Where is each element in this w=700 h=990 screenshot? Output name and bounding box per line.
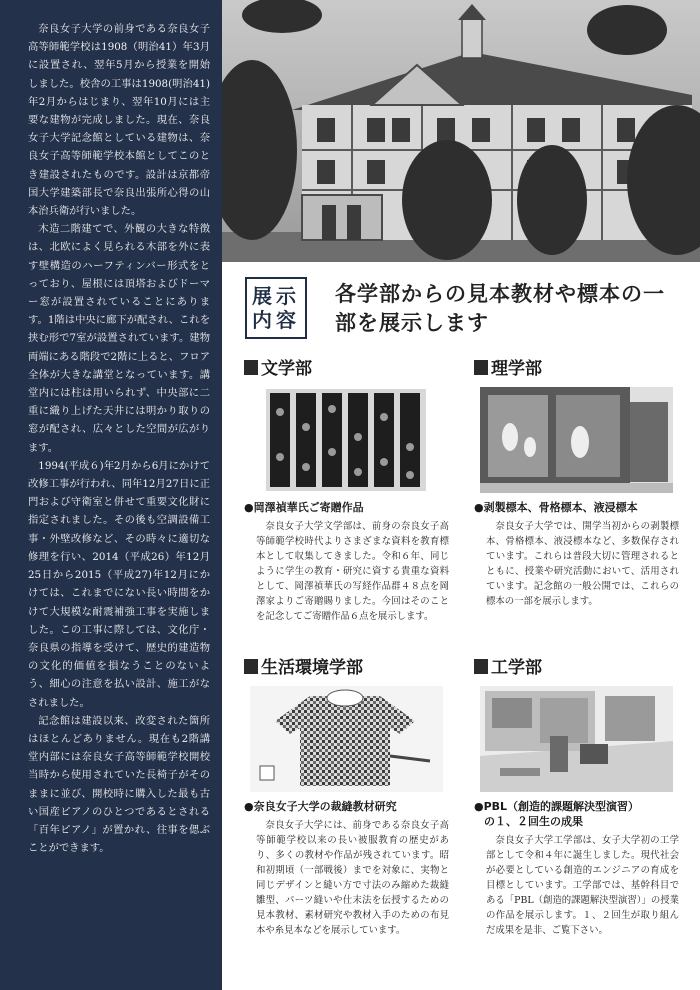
square-bullet-icon [244, 360, 258, 375]
history-paragraph-1: 奈良女子大学の前身である奈良女子高等師範学校は1908（明治41）年3月に設置され、翌年5月から授業を開始しました。校舎の工事は1908(明治41)年2月からはじまり、翌年10月には主要な建物が完成しました。現在、奈良女子大学記念館としている建物は、奈良女子高等師範学校本館としてこのとき建設されたものです。設計は京都帝国大学建築部長で奈良出張所心得の山本治兵衛が行いました。 [28, 23, 210, 218]
section-engineering-title: 工学部 [474, 656, 679, 680]
history-text [28, 20, 210, 857]
section-human-life-caption: ●奈良女子大学の裁縫教材研究 [244, 800, 397, 813]
section-letters-caption: ●岡澤禎華氏ご寄贈作品 [244, 501, 364, 514]
section-science-caption: ●剥製標本、骨格標本、液浸標本 [474, 501, 638, 514]
section-engineering-caption-line2: の１、２回生の成果 [484, 815, 583, 828]
section-human-life-title: 生活環境学部 [244, 656, 449, 680]
exhibit-header [245, 277, 685, 341]
section-letters-title: 文学部 [244, 357, 449, 381]
section-engineering-caption-line1: ●PBL（創造的課題解決型演習） [474, 800, 640, 813]
letters-artwork-photo [250, 387, 443, 493]
section-letters-body: 奈良女子大学文学部は、前身の奈良女子高等師範学校時代よりさまざまな資料を教育標本として収集してきました。令和６年、同じように学生の教育・研究に資する貴重な資料として、岡澤禎華氏の写経作品群４８点を岡澤家よりご寄贈賜りました。今回はそのことを記念してご寄贈作品６点を展示します。 [256, 521, 449, 622]
memorial-hall-photo [222, 0, 700, 262]
section-letters [244, 357, 449, 624]
history-paragraph-4: 記念館は建設以来、改変された箇所はほとんどありません。現在も2階講堂内部には奈良女子高等師範学校開校当時から使用されていた長椅子がそのままに並び、開校時に購入した最も古い国産ピアノのひとつであるとされる「百年ピアノ」が置かれ、往事を偲ぶことができます。 [28, 714, 210, 855]
section-engineering [474, 656, 679, 938]
exhibit-title: 各学部からの見本教材や標本の一部を展示します [335, 281, 665, 335]
section-science [474, 357, 679, 609]
exhibit-badge-line1: 展示 [252, 284, 300, 308]
history-paragraph-2: 木造二階建てで、外観の大きな特徴は、北欧によく見られる木部を外に表す壁構造のハーフティンバー形式をとっており、屋根には頂塔およびドーマー窓が設置されていることにあります。1階は中央に廊下が配され、これを挟む形で7室が設置されています。建物両端にある階段で2階に上ると、フロア全体が大きな講堂となっています。講堂内には柱は用いられず、中央部に二重に織り上げた天井には明かり取りの窓が配され、広々とした空間が広がります。 [28, 223, 210, 454]
section-engineering-body: 奈良女子大学工学部は、女子大学初の工学部として令和４年に誕生しました。現代社会が必要としている創造的エンジニアの育成を目標としています。工学部では、基幹科目である「PBL（創造的課題解決型演習）」の授業の作品を展示します。１、２回生が取り組んだ成果を是非、ご覧下さい。 [486, 835, 679, 936]
square-bullet-icon [474, 659, 488, 674]
section-science-title: 理学部 [474, 357, 679, 381]
sewing-sample-photo [250, 686, 443, 792]
exhibit-badge [245, 277, 307, 339]
exhibit-badge-line2: 内容 [252, 308, 300, 332]
square-bullet-icon [244, 659, 258, 674]
engineering-exhibit-photo [480, 686, 673, 792]
section-human-life-body: 奈良女子大学には、前身である奈良女子高等師範学校以来の長い被服教育の歴史があり、多くの教材や作品が残されています。昭和初期頃（一部戦後）までを対象に、実物と同じデザインと縫い方で寸法のみ縮めた裁縫雛型、パーツ縫いや仕末法を伝授するための見本教材、素材研究や教材入手のための布見本や糸見本などを展示しています。 [256, 820, 449, 936]
section-human-life [244, 656, 449, 938]
section-science-body: 奈良女子大学では、開学当初からの剥製標本、骨格標本、液浸標本など、多数保存されています。これらは普段大切に管理されるとともに、授業や研究活動において、活用されています。記念館の一般公開では、これらの標本の一部を展示します。 [486, 521, 679, 607]
history-sidebar [0, 0, 222, 990]
square-bullet-icon [474, 360, 488, 375]
section-engineering-caption [474, 799, 679, 829]
specimen-cabinet-photo [480, 387, 673, 493]
history-paragraph-3: 1994(平成６)年2月から6月にかけて改修工事が行われ、同年12月27日に正門および守衛室と併せて重要文化財に指定されました。その後も空調設備工事・外壁改修など、その時々に適切な修理を行い、2014（平成26）年12月25日から2015（平成27)年12月にかけては、これまでにない長い時間をかけて大規模な耐震補強工事を実施しました。この工事に際しては、文化庁・奈良県の指導を受けて、歴史的建造物の文化的価値を損なうことのないよう、細心の注意を払い設計、施工がなされました。 [28, 459, 210, 709]
